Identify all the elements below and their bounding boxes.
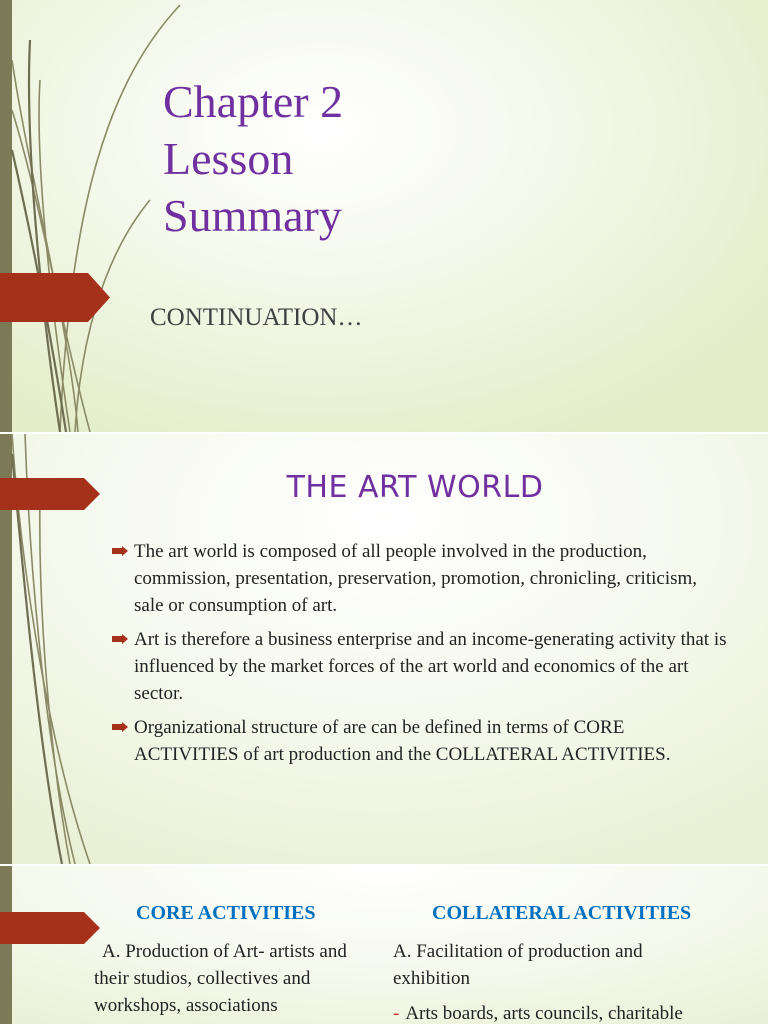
dash-bullet: - (393, 1003, 400, 1024)
right-arrow-icon (112, 634, 128, 644)
collateral-activities-text: A. Facilitation of production and exhibition (393, 941, 643, 989)
core-activities-heading: CORE ACTIVITIES (136, 902, 316, 924)
bullet-list (110, 538, 730, 775)
title-line: Chapter 2 (163, 76, 344, 127)
dash-item-text: Arts boards, arts councils, charitable (405, 1003, 683, 1024)
title-line: Lesson (163, 133, 294, 184)
list-item (110, 714, 730, 768)
collateral-dash-item (393, 1000, 763, 1024)
slide-activities (0, 866, 768, 1024)
title-line: Summary (163, 190, 342, 241)
list-item (110, 538, 730, 619)
bullet-text: Art is therefore a business enterprise and an income-generating activity that is influenced by the market forces of the art world and economics of the art sector. (134, 629, 727, 704)
slide-sidebar (0, 866, 12, 1024)
slide-subtitle: CONTINUATION… (150, 304, 363, 331)
pentagon-arrow-tab-icon (0, 912, 100, 944)
slide-art-world (0, 434, 768, 864)
slide-title-heading (163, 73, 343, 244)
right-arrow-icon (112, 546, 128, 556)
core-activities-text: A. Production of Art- artists and their studios, collectives and workshops, associations (94, 941, 347, 1016)
pentagon-arrow-tab-icon (0, 273, 110, 322)
slide-title (0, 0, 768, 432)
bullet-text: Organizational structure of are can be defined in terms of CORE ACTIVITIES of art production and the COLLATERAL ACTIVITIES. (134, 717, 671, 765)
list-item (110, 626, 730, 707)
bullet-text: The art world is composed of all people involved in the production, commission, presentation, preservation, promotion, chronicling, criticism, sale or consumption of art. (134, 541, 698, 616)
collateral-activities-heading: COLLATERAL ACTIVITIES (432, 902, 692, 924)
slide-heading: THE ART WORLD (286, 470, 544, 505)
right-arrow-icon (112, 722, 128, 732)
